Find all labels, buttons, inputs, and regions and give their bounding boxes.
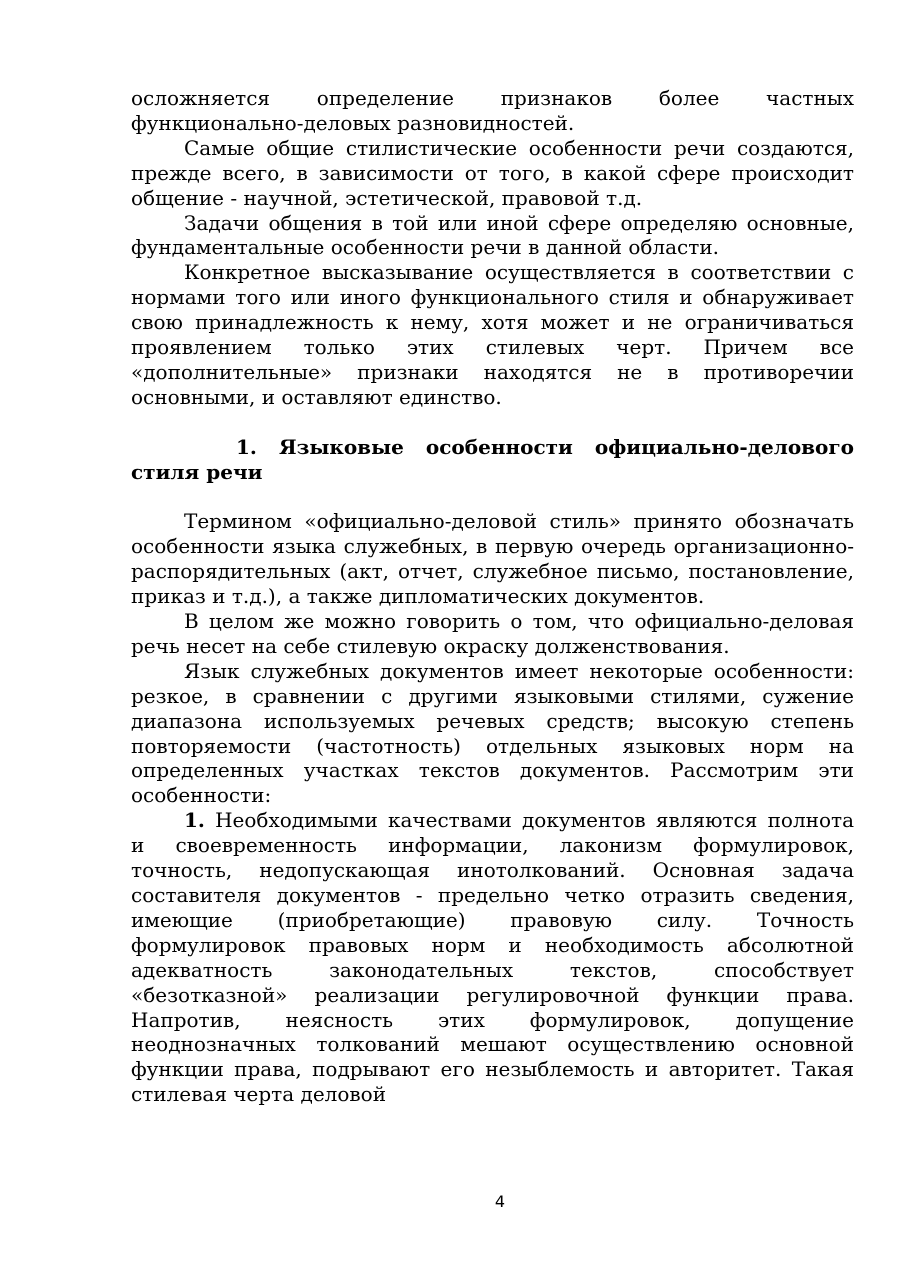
paragraph: В целом же можно говорить о том, что официально-деловая речь несет на себе стилевую окраску долженствования. (131, 609, 854, 658)
page-number: 4 (494, 1192, 506, 1211)
section-heading: 1. Языковые особенности официально-делового стиля речи (131, 434, 854, 484)
page-body (131, 86, 854, 1107)
paragraph: осложняется определение признаков более частных функционально-деловых разновидностей. (131, 86, 854, 135)
paragraph-number: 1. (184, 808, 205, 833)
paragraph: Задачи общения в той или иной сфере определяю основные, фундаментальные особенности речи в данной области. (131, 210, 854, 260)
paragraph: Самые общие стилистические особенности речи создаются, прежде всего, в зависимости от того, в какой сфере происходит общение - научной, эстетической, правовой т.д. (131, 135, 854, 210)
paragraph: Конкретное высказывание осуществляется в соответствии с нормами того или иного функционального стиля и обнаруживает свою принадлежность к нему, хотя может и не ограничиваться проявлением только этих стилевых черт. Причем все «дополнительные» признаки находятся не в противоречии основными, и оставляют единство. (131, 260, 854, 409)
paragraph: Термином «официально-деловой стиль» принято обозначать особенности языка служебных, в первую очередь организационно-распорядительных (акт, отчет, служебное письмо, постановление, приказ и т.д.), а также дипломатических документов. (131, 509, 854, 609)
paragraph: Язык служебных документов имеет некоторые особенности: резкое, в сравнении с другими языковыми стилями, сужение диапазона используемых речевых средств; высокую степень повторяемости (частотность) отдельных языковых норм на определенных участках текстов документов. Рассмотрим эти особенности: (131, 658, 854, 808)
numbered-paragraph-text: Необходимыми качествами документов являются полнота и своевременность информации, лаконизм формулировок, точность, недопускающая инотолкований. Основная задача составителя документов - предельно четко отразить сведения, имеющие (приобретающие) правовую силу. Точность формулировок правовых норм и необходимость абсолютной адекватность законодательных текстов, способствует «безотказной» реализации регулировочной функции права. Напротив, неясность этих формулировок, допущение неоднозначных толкований мешают осуществлению основной функции права, подрывают его незыблемость и авторитет. Такая стилевая черта деловой (131, 808, 855, 1107)
numbered-paragraph (131, 808, 854, 1107)
